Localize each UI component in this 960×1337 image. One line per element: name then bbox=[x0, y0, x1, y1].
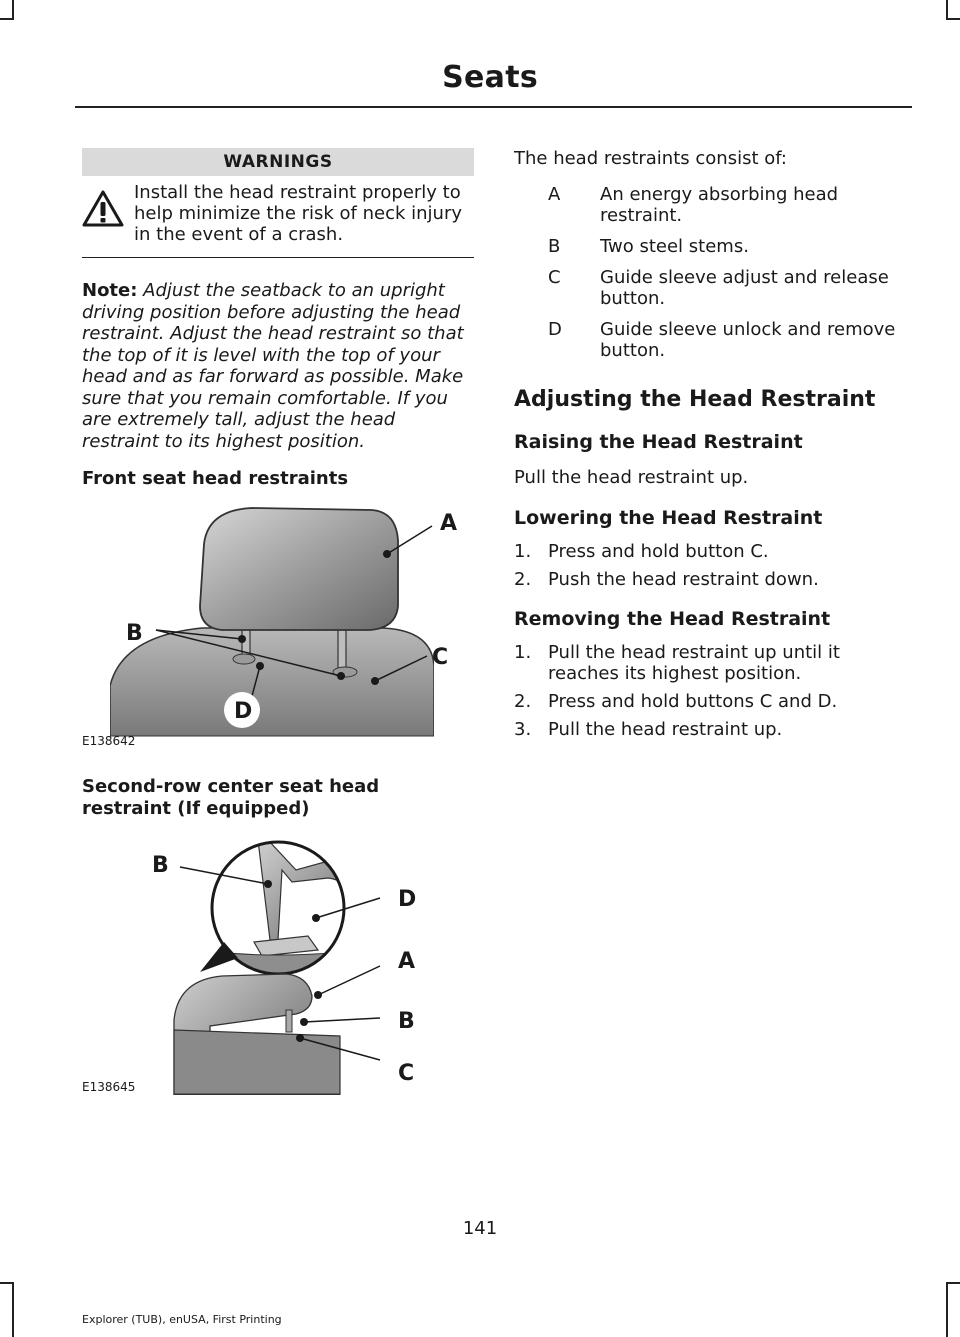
parts-list bbox=[514, 184, 914, 361]
step-number: 1. bbox=[514, 541, 532, 562]
warning-triangle-icon bbox=[82, 182, 134, 245]
crop-mark bbox=[12, 0, 14, 20]
front-seat-heading: Front seat head restraints bbox=[82, 468, 349, 489]
section-title: Adjusting the Head Restraint bbox=[514, 387, 876, 412]
intro-text: The head restraints consist of: bbox=[514, 148, 787, 169]
front-head-restraint-figure bbox=[82, 496, 474, 754]
crop-mark bbox=[946, 1282, 960, 1284]
lowering-steps bbox=[514, 541, 914, 590]
second-row-heading: Second-row center seat head restraint (If equipped) bbox=[82, 776, 380, 819]
step-text: Pull the head restraint up. bbox=[548, 719, 783, 740]
note-text: Adjust the seatback to an upright driving position before adjusting the head restraint. Adjust the head restraint so that the top of it is level with the top of your head and as far forward as possible. Make sure that you remain comfortable. If you are extremely tall, adjust the head restraint to its highest position. bbox=[82, 280, 464, 452]
note-label: Note: bbox=[82, 280, 138, 301]
list-item bbox=[514, 541, 914, 562]
callout-b: B bbox=[398, 1009, 415, 1034]
crop-mark bbox=[946, 18, 960, 20]
list-item bbox=[514, 236, 914, 257]
part-key: A bbox=[548, 184, 561, 205]
page-title: Seats bbox=[442, 60, 538, 95]
raising-text: Pull the head restraint up. bbox=[514, 467, 749, 488]
step-number: 2. bbox=[514, 691, 532, 712]
list-item bbox=[514, 267, 914, 309]
page-number: 141 bbox=[462, 1218, 498, 1239]
crop-mark bbox=[12, 1282, 14, 1337]
callout-b: B bbox=[126, 621, 143, 646]
crop-mark bbox=[946, 1282, 948, 1337]
callout-a: A bbox=[398, 949, 416, 974]
list-item bbox=[514, 569, 914, 590]
header-rule bbox=[75, 106, 912, 108]
note-paragraph bbox=[82, 280, 474, 452]
part-text: Two steel stems. bbox=[600, 236, 749, 257]
front-head-restraint-illustration bbox=[82, 496, 474, 754]
list-item bbox=[514, 642, 914, 684]
footer-text: Explorer (TUB), enUSA, First Printing bbox=[82, 1313, 282, 1326]
list-item bbox=[514, 319, 914, 361]
step-number: 3. bbox=[514, 719, 532, 740]
second-row-head-restraint-figure bbox=[82, 830, 474, 1095]
lowering-heading: Lowering the Head Restraint bbox=[514, 507, 823, 529]
warning-box bbox=[82, 176, 474, 258]
part-text: An energy absorbing head restraint. bbox=[600, 184, 839, 226]
part-text: Guide sleeve adjust and release button. bbox=[600, 267, 889, 309]
raising-heading: Raising the Head Restraint bbox=[514, 431, 803, 453]
step-text: Press and hold button C. bbox=[548, 541, 769, 562]
part-key: B bbox=[548, 236, 561, 257]
step-text: Press and hold buttons C and D. bbox=[548, 691, 838, 712]
callout-d: D bbox=[398, 887, 417, 912]
step-text: Pull the head restraint up until it reaches its highest position. bbox=[548, 642, 840, 684]
crop-mark bbox=[0, 18, 14, 20]
callout-b: B bbox=[152, 853, 169, 878]
callout-c: C bbox=[432, 645, 449, 670]
removing-steps bbox=[514, 642, 914, 740]
crop-mark bbox=[0, 1282, 14, 1284]
figure-id: E138645 bbox=[82, 1080, 136, 1094]
figure-id: E138642 bbox=[82, 734, 136, 748]
list-item bbox=[514, 184, 914, 226]
callout-a: A bbox=[440, 511, 458, 536]
warning-text: Install the head restraint properly to help minimize the risk of neck injury in the event of a crash. bbox=[134, 182, 463, 245]
step-text: Push the head restraint down. bbox=[548, 569, 819, 590]
callout-d: D bbox=[234, 699, 253, 724]
part-text: Guide sleeve unlock and remove button. bbox=[600, 319, 896, 361]
step-number: 2. bbox=[514, 569, 532, 590]
warnings-heading: WARNINGS bbox=[82, 148, 474, 176]
list-item bbox=[514, 719, 914, 740]
left-column bbox=[82, 148, 474, 1095]
second-row-head-restraint-illustration bbox=[82, 830, 474, 1095]
list-item bbox=[514, 691, 914, 712]
removing-heading: Removing the Head Restraint bbox=[514, 608, 831, 630]
part-key: C bbox=[548, 267, 561, 288]
callout-c: C bbox=[398, 1061, 415, 1086]
step-number: 1. bbox=[514, 642, 532, 663]
right-column bbox=[514, 148, 914, 747]
crop-mark bbox=[946, 0, 948, 20]
part-key: D bbox=[548, 319, 562, 340]
